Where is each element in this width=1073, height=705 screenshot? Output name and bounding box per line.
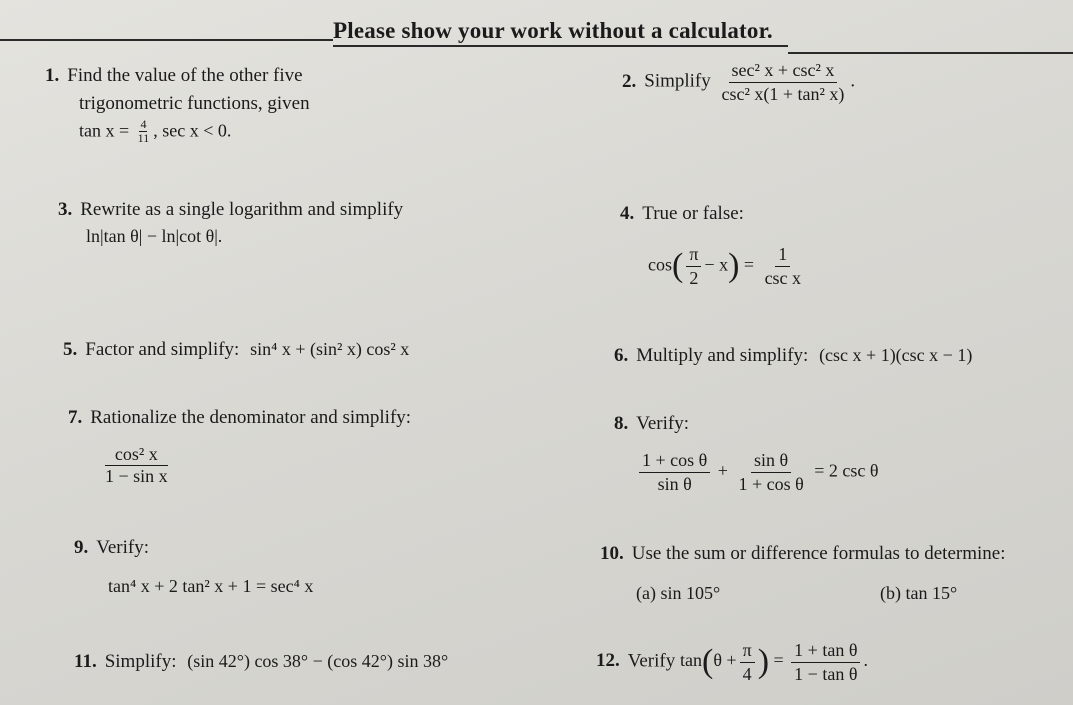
fraction-numerator: 1	[775, 244, 790, 267]
period: .	[863, 650, 868, 671]
given-lhs: tan x =	[79, 119, 130, 140]
question-number: 7.	[68, 407, 83, 428]
verify-expression-9: tan⁴ x + 2 tan² x + 1 = sec⁴ x	[108, 576, 314, 596]
question-number: 11.	[74, 651, 97, 672]
question-text: Rewrite as a single logarithm and simplify	[80, 199, 404, 220]
question-number: 1.	[45, 65, 60, 86]
fraction-numerator: 1 + cos θ	[639, 450, 710, 473]
question-number: 3.	[58, 199, 73, 220]
question-text: Rationalize the denominator and simplify:	[90, 407, 412, 428]
question-number: 12.	[596, 650, 620, 672]
fraction-denominator: 4	[742, 663, 752, 684]
fraction-denominator: 1 − tan θ	[794, 663, 858, 684]
fraction-denominator: sin θ	[657, 473, 692, 494]
simplify-fraction	[719, 60, 848, 104]
question-2	[622, 60, 855, 104]
equals-sign: =	[773, 650, 784, 671]
fraction-numerator: cos² x	[105, 444, 168, 466]
question-text: Find the value of the other five	[67, 65, 303, 86]
fraction-denominator: 1 − sin x	[105, 465, 168, 486]
fraction-numerator: 4	[140, 116, 147, 131]
simplify-expression: (sin 42°) cos 38° − (cos 42°) sin 38°	[187, 651, 449, 671]
factor-expression: sin⁴ x + (sin² x) cos² x	[250, 339, 410, 359]
question-4	[620, 202, 744, 226]
multiply-expression: (csc x + 1)(csc x − 1)	[819, 345, 973, 365]
given-rest: , sec x < 0.	[153, 119, 232, 140]
pi-over-4	[740, 640, 755, 684]
close-paren: )	[728, 247, 740, 285]
verify-identity-8	[636, 450, 878, 494]
fraction-1	[639, 450, 710, 494]
rhs-fraction	[791, 640, 860, 684]
title-rule-center	[333, 45, 788, 47]
question-text-line2: trigonometric functions, given	[79, 92, 310, 114]
question-text: Simplify:	[104, 651, 177, 672]
equals-sign: =	[743, 254, 755, 275]
fraction	[101, 444, 172, 486]
open-paren: (	[672, 247, 684, 285]
fraction-numerator: 1 + tan θ	[791, 640, 860, 663]
plus-sign: +	[717, 460, 728, 481]
question-9	[74, 536, 149, 560]
question-text: Multiply and simplify:	[636, 345, 809, 366]
question-number: 10.	[600, 543, 624, 564]
minus-x: − x	[704, 254, 729, 275]
question-10	[600, 542, 1005, 566]
theta-plus: θ +	[713, 650, 737, 671]
fraction-denominator: 1 + cos θ	[738, 473, 804, 494]
fraction-denominator: 11	[137, 131, 150, 146]
question-text: Use the sum or difference formulas to determine:	[631, 543, 1006, 564]
verify-identity-12	[679, 640, 868, 684]
fraction-numerator: π	[740, 640, 755, 663]
question-number: 5.	[63, 339, 78, 360]
question-number: 8.	[614, 413, 629, 434]
page-title: Please show your work without a calculator.	[333, 18, 773, 43]
question-7	[68, 406, 411, 430]
question-number: 4.	[620, 203, 635, 224]
question-8	[614, 412, 689, 436]
question-text: True or false:	[642, 203, 744, 224]
cos-label: cos	[648, 254, 672, 275]
fraction-numerator: π	[686, 244, 701, 267]
question-12	[596, 640, 868, 684]
rationalize-fraction	[98, 444, 175, 486]
title-rule-right	[788, 52, 1073, 54]
log-expression: ln|tan θ| − ln|cot θ|.	[86, 225, 223, 246]
question-text: Verify:	[96, 537, 150, 558]
question-number: 9.	[74, 537, 89, 558]
question-5	[63, 338, 409, 362]
fraction-numerator: sec² x + csc² x	[729, 60, 838, 83]
true-false-identity	[648, 244, 807, 288]
title-rule-left	[0, 39, 333, 41]
question-6	[614, 344, 972, 368]
fraction-numerator: sin θ	[751, 450, 791, 473]
rhs-expression: = 2 csc θ	[814, 460, 879, 481]
one-over-csc	[762, 244, 804, 288]
given-fraction	[137, 118, 151, 147]
fraction-denominator: csc² x(1 + tan² x)	[721, 83, 845, 104]
question-number: 2.	[622, 70, 637, 92]
part-a: (a) sin 105°	[636, 583, 721, 603]
open-paren: (	[701, 643, 714, 681]
fraction-denominator: csc x	[764, 267, 802, 288]
close-paren: )	[757, 643, 770, 681]
question-number: 6.	[614, 345, 629, 366]
pi-over-2	[686, 244, 701, 288]
question-text: Simplify	[644, 70, 711, 92]
question-text: Verify:	[636, 413, 690, 434]
question-text: Factor and simplify:	[85, 339, 240, 360]
period: .	[850, 70, 856, 92]
tan-label: tan	[679, 650, 702, 671]
question-11	[74, 650, 448, 674]
part-b: (b) tan 15°	[880, 583, 958, 603]
question-text: Verify	[627, 650, 676, 672]
question-1	[45, 64, 310, 146]
given-expression	[45, 118, 310, 147]
fraction-2	[735, 450, 806, 494]
question-3	[58, 198, 403, 247]
fraction-denominator: 2	[689, 267, 699, 288]
